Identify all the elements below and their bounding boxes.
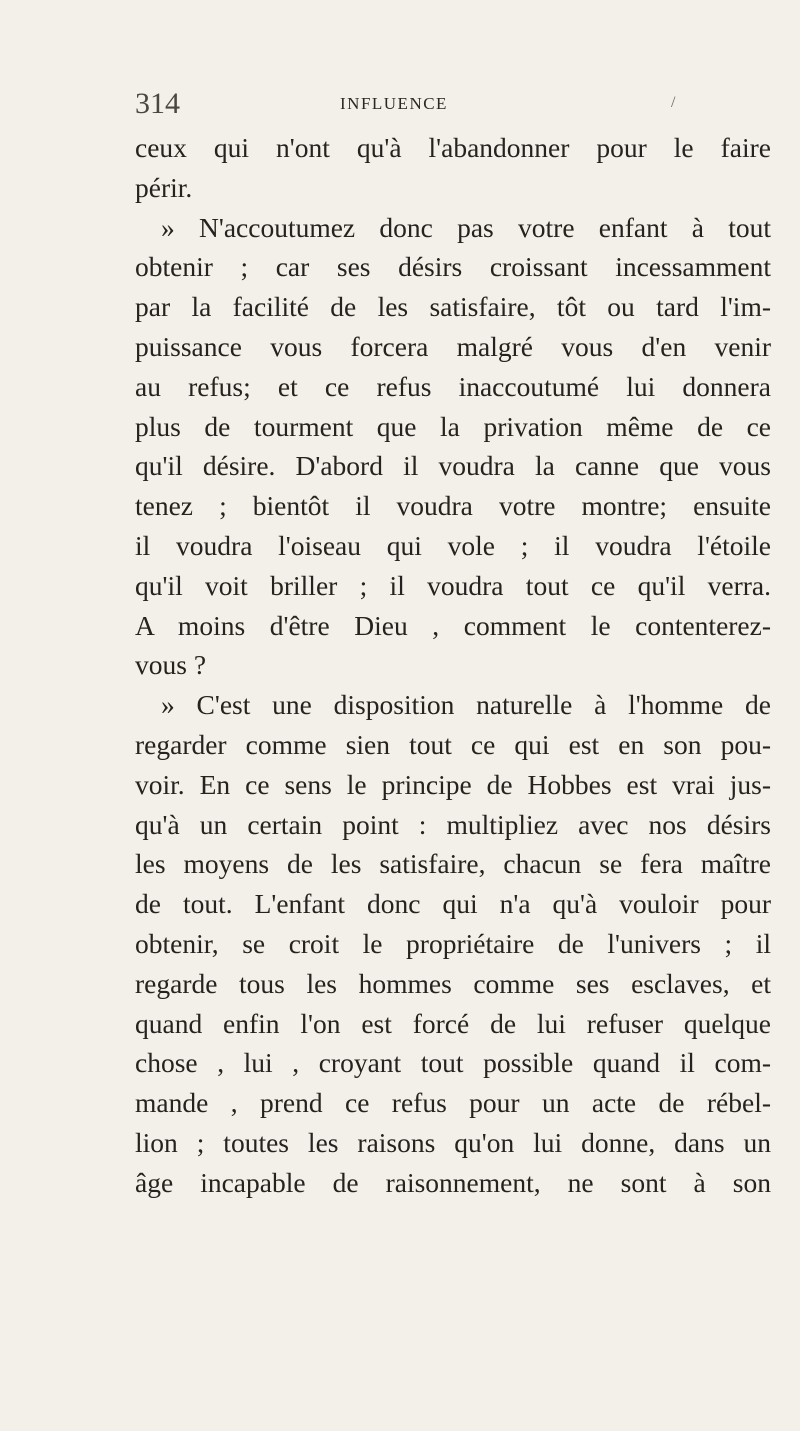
text-line: A moins d'être Dieu , comment le contenterez- (135, 609, 771, 641)
text-line: » C'est une disposition naturelle à l'homme de (161, 689, 771, 721)
page-header (135, 86, 775, 122)
text-line: périr. (135, 171, 193, 203)
header-mark: / (671, 94, 676, 111)
text-line: mande , prend ce refus pour un acte de rébel- (135, 1087, 771, 1119)
text-line: de tout. L'enfant donc qui n'a qu'à vouloir pour (135, 888, 771, 920)
text-line: ceux qui n'ont qu'à l'abandonner pour le faire (135, 132, 771, 163)
text-line: vous ? (135, 649, 207, 681)
text-line: chose , lui , croyant tout possible quand il com- (135, 1047, 771, 1079)
text-line: lion ; toutes les raisons qu'on lui donne, dans un (135, 1126, 771, 1158)
text-line: plus de tourment que la privation même de ce (135, 410, 771, 442)
text-line: puissance vous forcera malgré vous d'en venir (135, 330, 771, 362)
text-line: regarder comme sien tout ce qui est en son pou- (135, 728, 771, 760)
body-text (135, 128, 771, 1203)
text-line: obtenir, se croit le propriétaire de l'univers ; il (135, 927, 771, 959)
text-line: par la facilité de les satisfaire, tôt ou tard l'im- (135, 291, 771, 323)
text-line: au refus; et ce refus inaccoutumé lui donnera (135, 370, 771, 402)
page-number: 314 (135, 87, 180, 120)
text-line: qu'il désire. D'abord il voudra la canne que vous (135, 450, 771, 482)
text-line: les moyens de les satisfaire, chacun se fera maître (135, 848, 771, 880)
text-line: regarde tous les hommes comme ses esclaves, et (135, 967, 771, 999)
text-line: il voudra l'oiseau qui vole ; il voudra l'étoile (135, 529, 771, 561)
text-line: tenez ; bientôt il voudra votre montre; ensuite (135, 490, 771, 522)
text-line: quand enfin l'on est forcé de lui refuser quelque (135, 1007, 771, 1039)
text-line: obtenir ; car ses désirs croissant incessamment (135, 251, 771, 283)
text-line: qu'il voit briller ; il voudra tout ce qu'il verra. (135, 569, 771, 601)
text-line: qu'à un certain point : multipliez avec nos désirs (135, 808, 771, 840)
text-line: âge incapable de raisonnement, ne sont à son (135, 1166, 771, 1198)
text-line: voir. En ce sens le principe de Hobbes est vrai jus- (135, 768, 771, 800)
text-line: » N'accoutumez donc pas votre enfant à tout (161, 211, 771, 243)
running-head: INFLUENCE (340, 94, 448, 113)
